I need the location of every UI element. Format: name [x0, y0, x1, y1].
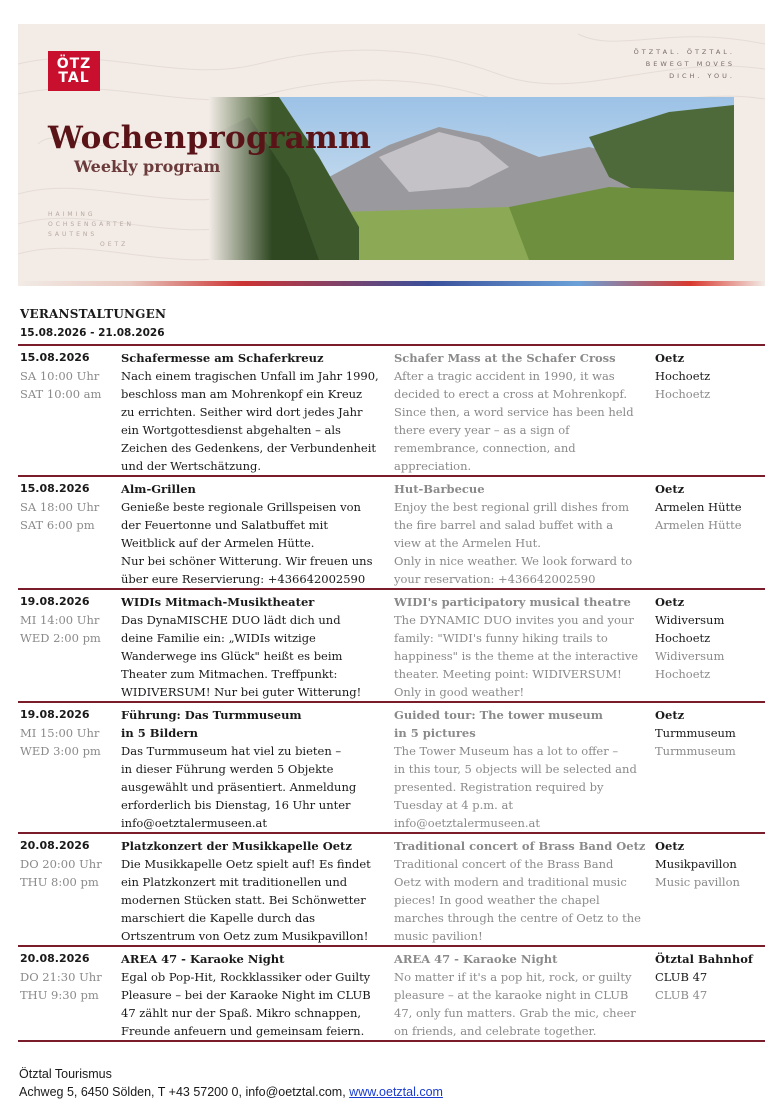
event-description-en: presented. Registration required by: [394, 780, 604, 794]
event-location-column: [655, 480, 765, 588]
event-venue-en: Hochoetz: [655, 387, 711, 401]
event-row: [18, 945, 765, 1042]
event-german-column: [121, 480, 394, 588]
event-date-column: [18, 706, 121, 832]
event-title-de: Alm-Grillen: [121, 482, 196, 496]
event-title-en: in 5 pictures: [394, 726, 476, 740]
event-date: 19.08.2026: [20, 708, 90, 721]
event-description-en: your reservation: +436642002590: [394, 572, 596, 586]
event-description-en: Traditional concert of the Brass Band: [394, 857, 614, 871]
event-description-de: WIDIVERSUM! Nur bei guter Witterung!: [121, 685, 362, 699]
event-description-de: Pleasure – bei der Karaoke Night im CLUB: [121, 988, 371, 1002]
event-title-en: Guided tour: The tower museum: [394, 708, 603, 722]
event-time-en: SAT 10:00 am: [20, 387, 102, 401]
footer: [19, 1065, 443, 1101]
event-description-en: 47, only fun matters. Grab the mic, cheer: [394, 1006, 636, 1020]
event-title-en: WIDI's participatory musical theatre: [394, 595, 631, 609]
event-title-de: Führung: Das Turmmuseum: [121, 708, 302, 722]
event-date-column: [18, 950, 121, 1040]
event-title-en: Traditional concert of Brass Band Oetz: [394, 839, 646, 853]
event-description-de: Weitblick auf der Armelen Hütte.: [121, 536, 315, 550]
event-title-en: AREA 47 - Karaoke Night: [394, 952, 558, 966]
event-description-de: Theater zum Mitmachen. Treffpunkt:: [121, 667, 338, 681]
event-description-en: happiness" is the theme at the interactive: [394, 649, 639, 663]
event-time-en: SAT 6:00 pm: [20, 518, 95, 532]
event-time-en: THU 9:30 pm: [20, 988, 99, 1002]
event-description-de: beschloss man am Mohrenkopf ein Kreuz: [121, 387, 363, 401]
footer-address: Achweg 5, 6450 Sölden, T +43 57200 0, info@oetztal.com, www.oetztal.com: [19, 1085, 443, 1099]
event-description-de: Das Turmmuseum hat viel zu bieten –: [121, 744, 342, 758]
event-date: 15.08.2026: [20, 351, 90, 364]
event-description-de: zu errichten. Seither wird dort jedes Jahr: [121, 405, 363, 419]
event-location: Ötztal Bahnhof: [655, 952, 753, 966]
event-description-de: Nur bei schöner Witterung. Wir freuen uns: [121, 554, 373, 568]
event-location: Oetz: [655, 595, 685, 609]
event-time-de: DO 20:00 Uhr: [20, 857, 102, 871]
event-location-column: [655, 950, 765, 1040]
event-description-de: ein Platzkonzert mit traditionellen und: [121, 875, 348, 889]
event-date: 19.08.2026: [20, 595, 90, 608]
event-location-column: [655, 837, 765, 945]
event-venue-de: Turmmuseum: [655, 726, 736, 740]
event-venue-de: Widiversum: [655, 613, 725, 627]
event-venue-de: Armelen Hütte: [655, 500, 742, 514]
event-description-en: there every year – as a sign of: [394, 423, 570, 437]
event-time-en: WED 3:00 pm: [20, 744, 101, 758]
event-english-column: [394, 706, 655, 832]
event-description-en: After a tragic accident in 1990, it was: [394, 369, 615, 383]
event-location-column: [655, 706, 765, 832]
tagline: ÖTZTAL. ÖTZTAL. BEWEGT MOVES DICH. YOU.: [633, 48, 735, 80]
event-description-en: No matter if it's a pop hit, rock, or guilty: [394, 970, 632, 984]
event-german-column: [121, 706, 394, 832]
date-range: 15.08.2026 - 21.08.2026: [20, 327, 165, 339]
event-description-en: info@oetztalermuseen.at: [394, 816, 540, 830]
event-description-en: Only in nice weather. We look forward to: [394, 554, 633, 568]
event-time-en: WED 2:00 pm: [20, 631, 101, 645]
event-description-en: Only in good weather!: [394, 685, 525, 699]
event-description-en: view at the Armelen Hut.: [394, 536, 541, 550]
event-description-de: 47 zählt nur der Spaß. Mikro schnappen,: [121, 1006, 362, 1020]
event-location: Oetz: [655, 839, 685, 853]
event-description-en: in this tour, 5 objects will be selected and: [394, 762, 637, 776]
event-description-en: Oetz with modern and traditional music: [394, 875, 627, 889]
event-description-en: on friends, and celebrate together.: [394, 1024, 597, 1038]
event-date-column: [18, 837, 121, 945]
event-date-column: [18, 349, 121, 475]
event-german-column: [121, 950, 394, 1040]
event-german-column: [121, 837, 394, 945]
event-english-column: [394, 837, 655, 945]
page-subtitle: Weekly program: [74, 157, 221, 176]
event-title-de: Platzkonzert der Musikkapelle Oetz: [121, 839, 352, 853]
event-venue-en: Widiversum: [655, 649, 725, 663]
event-description-en: music pavilion!: [394, 929, 483, 943]
event-title-de: AREA 47 - Karaoke Night: [121, 952, 285, 966]
event-date: 20.08.2026: [20, 839, 90, 852]
event-german-column: [121, 593, 394, 701]
event-german-column: [121, 349, 394, 475]
event-row: [18, 832, 765, 945]
event-location-column: [655, 593, 765, 701]
event-description-de: Genieße beste regionale Grillspeisen von: [121, 500, 361, 514]
event-description-de: info@oetztalermuseen.at: [121, 816, 267, 830]
event-description-de: Ortszentrum von Oetz zum Musikpavillon!: [121, 929, 369, 943]
event-venue-de: Hochoetz: [655, 369, 711, 383]
event-title-de: WIDIs Mitmach-Musiktheater: [121, 595, 315, 609]
event-time-de: DO 21:30 Uhr: [20, 970, 102, 984]
event-venue-en: CLUB 47: [655, 988, 708, 1002]
event-time-de: SA 18:00 Uhr: [20, 500, 100, 514]
section-heading: VERANSTALTUNGEN: [20, 307, 167, 321]
event-time-en: THU 8:00 pm: [20, 875, 99, 889]
event-date-column: [18, 593, 121, 701]
event-description-de: in dieser Führung werden 5 Objekte: [121, 762, 334, 776]
event-description-en: decided to erect a cross at Mohrenkopf.: [394, 387, 628, 401]
event-title-en: Schafer Mass at the Schafer Cross: [394, 351, 616, 365]
event-description-de: ein Wortgottesdienst abgehalten – als: [121, 423, 341, 437]
color-stripe: [18, 281, 765, 286]
event-description-de: deine Familie ein: „WIDIs witzige: [121, 631, 316, 645]
event-time-de: MI 15:00 Uhr: [20, 726, 100, 740]
event-row: [18, 475, 765, 588]
event-description-de: Wanderwege ins Glück" heißt es beim: [121, 649, 343, 663]
event-description-de: über eure Reservierung: +436642002590: [121, 572, 366, 586]
event-description-en: theater. Meeting point: WIDIVERSUM!: [394, 667, 622, 681]
event-title-de: in 5 Bildern: [121, 726, 198, 740]
event-description-de: Freunde anfeuern und gemeinsam feiern.: [121, 1024, 365, 1038]
event-english-column: [394, 480, 655, 588]
event-description-de: der Feuertonne und Salatbuffet mit: [121, 518, 328, 532]
event-date-column: [18, 480, 121, 588]
event-venue-de: Hochoetz: [655, 631, 711, 645]
event-date: 20.08.2026: [20, 952, 90, 965]
event-description-de: Nach einem tragischen Unfall im Jahr 1990,: [121, 369, 379, 383]
event-description-de: und der Wertschätzung.: [121, 459, 262, 473]
event-description-de: erforderlich bis Dienstag, 16 Uhr unter: [121, 798, 351, 812]
event-title-de: Schafermesse am Schaferkreuz: [121, 351, 324, 365]
event-description-en: remembrance, connection, and: [394, 441, 576, 455]
event-location: Oetz: [655, 351, 685, 365]
event-description-de: Die Musikkapelle Oetz spielt auf! Es findet: [121, 857, 371, 871]
event-row: [18, 344, 765, 475]
event-english-column: [394, 349, 655, 475]
event-venue-en: Hochoetz: [655, 667, 711, 681]
event-description-en: Tuesday at 4 p.m. at: [394, 798, 513, 812]
event-description-en: the fire barrel and salad buffet with a: [394, 518, 614, 532]
event-venue-en: Armelen Hütte: [655, 518, 742, 532]
event-venue-de: CLUB 47: [655, 970, 708, 984]
event-description-de: modernen Stücken statt. Bei Schönwetter: [121, 893, 366, 907]
event-description-de: Zeichen des Gedenkens, der Verbundenheit: [121, 441, 377, 455]
event-venue-en: Turmmuseum: [655, 744, 736, 758]
event-description-en: family: "WIDI's funny hiking trails to: [394, 631, 608, 645]
event-location: Oetz: [655, 708, 685, 722]
event-description-en: The DYNAMIC DUO invites you and your: [394, 613, 634, 627]
event-time-de: SA 10:00 Uhr: [20, 369, 100, 383]
event-list: [18, 344, 765, 1042]
event-description-de: Egal ob Pop-Hit, Rockklassiker oder Guilty: [121, 970, 371, 984]
event-description-en: marches through the centre of Oetz to the: [394, 911, 641, 925]
event-description-en: Since then, a word service has been held: [394, 405, 634, 419]
website-link[interactable]: www.oetztal.com: [349, 1085, 443, 1099]
event-description-en: Enjoy the best regional grill dishes from: [394, 500, 629, 514]
village-list: HAIMING OCHSENGARTEN SAUTENS OETZ: [48, 211, 134, 248]
event-location: Oetz: [655, 482, 685, 496]
page-title: Wochenprogramm: [48, 120, 372, 156]
event-date: 15.08.2026: [20, 482, 90, 495]
event-english-column: [394, 950, 655, 1040]
event-venue-en: Music pavillon: [655, 875, 740, 889]
event-location-column: [655, 349, 765, 475]
event-english-column: [394, 593, 655, 701]
event-description-en: pieces! In good weather the chapel: [394, 893, 600, 907]
footer-org: Ötztal Tourismus: [19, 1067, 112, 1081]
event-description-de: Das DynaMISCHE DUO lädt dich und: [121, 613, 341, 627]
event-venue-de: Musikpavillon: [655, 857, 737, 871]
event-description-en: pleasure – at the karaoke night in CLUB: [394, 988, 629, 1002]
event-row: [18, 701, 765, 832]
event-description-de: ausgewählt und präsentiert. Anmeldung: [121, 780, 357, 794]
event-description-en: The Tower Museum has a lot to offer –: [394, 744, 619, 758]
oetztal-logo[interactable]: ÖTZ TAL: [48, 51, 100, 91]
event-description-de: marschiert die Kapelle durch das: [121, 911, 316, 925]
event-row: [18, 588, 765, 701]
event-title-en: Hut-Barbecue: [394, 482, 485, 496]
event-description-en: appreciation.: [394, 459, 472, 473]
header-banner: [18, 24, 765, 286]
event-time-de: MI 14:00 Uhr: [20, 613, 100, 627]
